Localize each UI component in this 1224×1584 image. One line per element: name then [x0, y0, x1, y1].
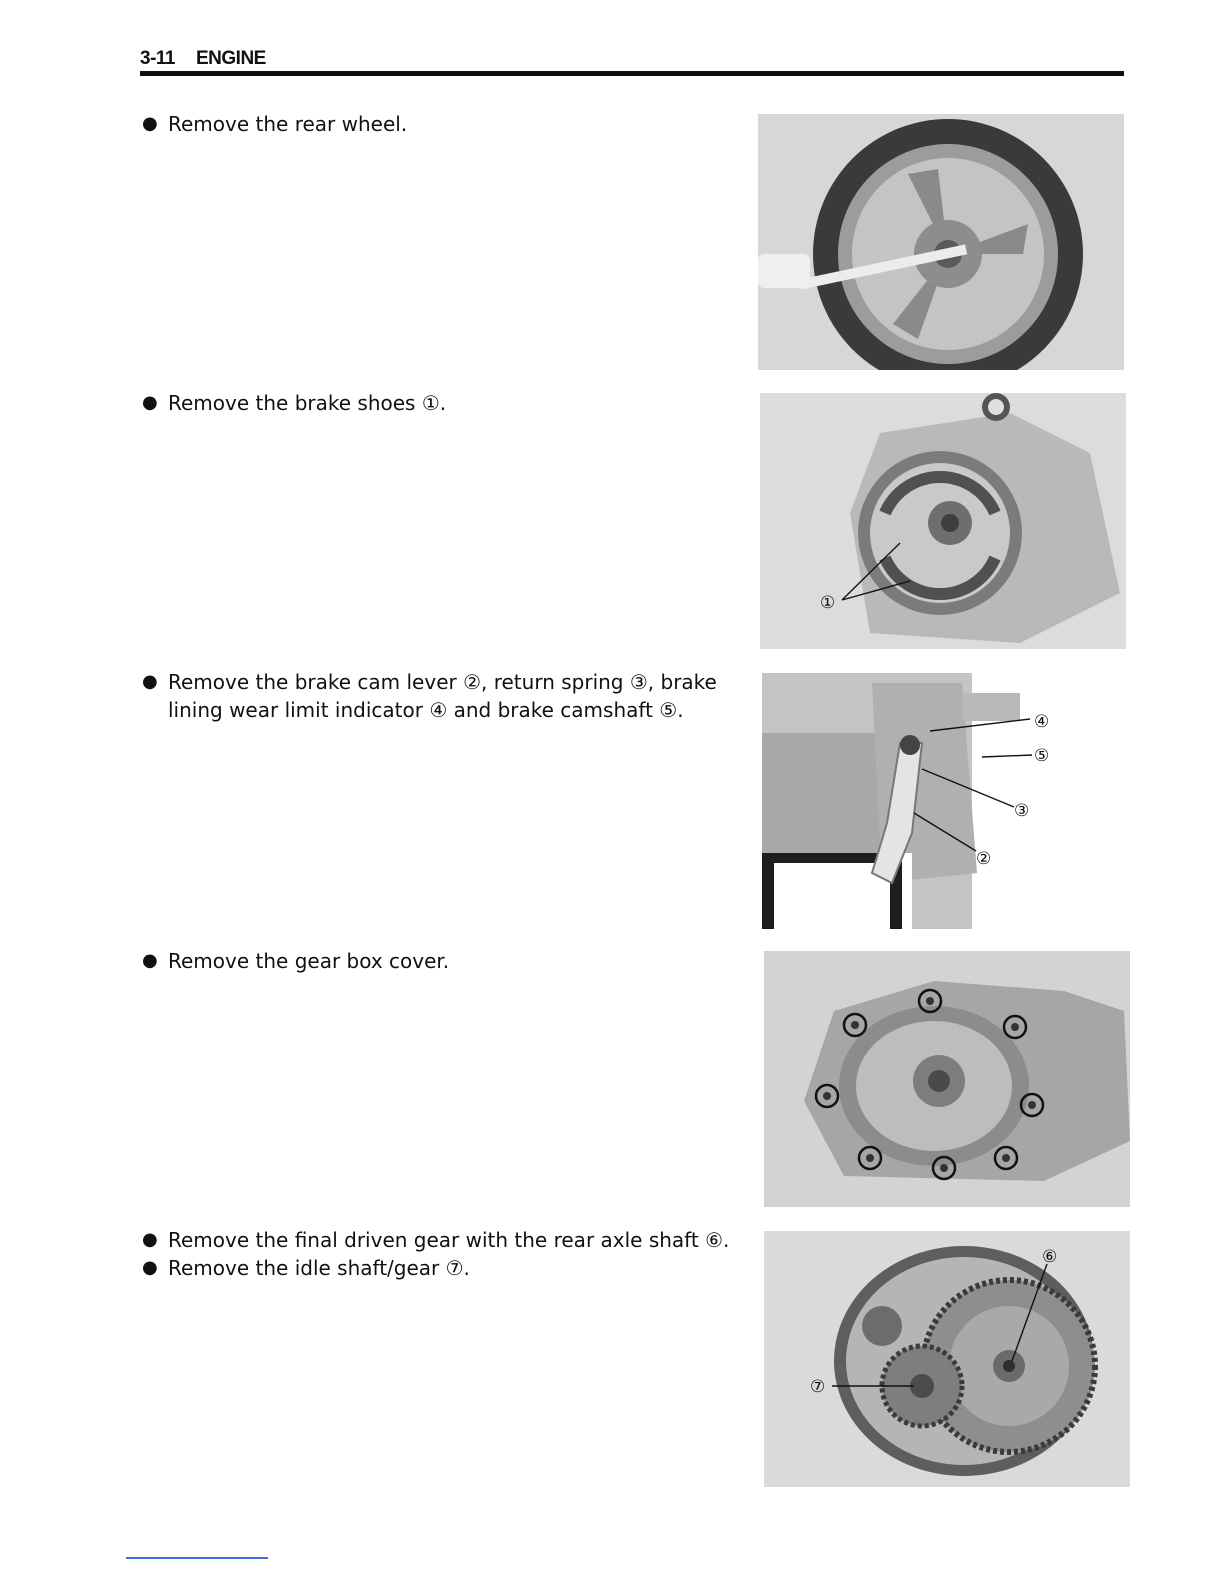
bullet-dot-icon: ●	[142, 1229, 158, 1250]
bullet-dot-icon: ●	[142, 950, 158, 971]
brake-shoes-photo	[760, 393, 1126, 649]
step-line	[140, 1226, 740, 1254]
rear-wheel-removal-photo	[758, 114, 1124, 370]
step-text: Remove the rear wheel.	[168, 112, 408, 136]
bullet-dot-icon: ●	[142, 392, 158, 413]
step-line	[140, 110, 740, 138]
step-line	[140, 947, 740, 975]
step-2	[140, 389, 740, 417]
footer-link-rule	[126, 1557, 268, 1559]
step-line	[140, 1254, 740, 1282]
brake-cam-lever-photo	[762, 673, 1128, 929]
step-text: Remove the brake cam lever ②, return spring ③, brake lining wear limit indicator ④ and brake camshaft ⑤.	[168, 670, 717, 722]
step-4	[140, 947, 740, 975]
step-1	[140, 110, 740, 138]
step-text: Remove the gear box cover.	[168, 949, 450, 973]
bullet-dot-icon: ●	[142, 1257, 158, 1278]
bullet-dot-icon: ●	[142, 671, 158, 692]
page-number: 3-11	[140, 48, 175, 69]
step-5	[140, 1226, 740, 1282]
step-line	[140, 389, 740, 417]
section-title: ENGINE	[196, 48, 266, 69]
callout-7: ⑦	[810, 1377, 826, 1397]
step-text: Remove the final driven gear with the rear axle shaft ⑥.	[168, 1228, 730, 1252]
header-rule	[140, 71, 1124, 76]
callout-5: ⑤	[1034, 746, 1050, 766]
callout-2: ②	[976, 849, 992, 869]
gear-box-cover-photo	[764, 951, 1130, 1207]
callout-6: ⑥	[1042, 1247, 1058, 1267]
step-text: Remove the idle shaft/gear ⑦.	[168, 1256, 470, 1280]
step-line	[140, 668, 736, 724]
final-driven-gear-photo	[764, 1231, 1130, 1487]
callout-3: ③	[1014, 801, 1030, 821]
bullet-dot-icon: ●	[142, 113, 158, 134]
step-text: Remove the brake shoes ①.	[168, 391, 447, 415]
step-3	[140, 668, 736, 724]
callout-1: ①	[820, 593, 836, 613]
callout-4: ④	[1034, 712, 1050, 732]
